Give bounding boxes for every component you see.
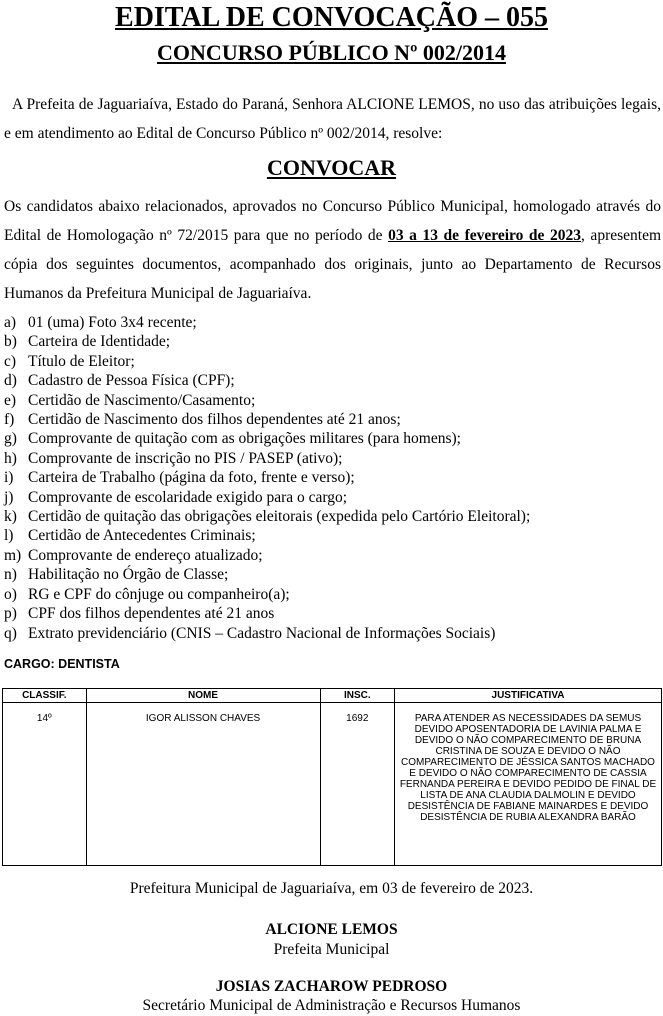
list-item-key: m)	[4, 546, 22, 564]
list-item-key: b)	[4, 333, 17, 351]
list-item	[4, 585, 661, 604]
list-item	[4, 410, 661, 429]
cell-justificativa	[395, 703, 662, 866]
list-item-text: Comprovante de quitação com as obrigações militares (para homens);	[28, 430, 461, 448]
list-item	[4, 604, 661, 623]
list-item-key: k)	[4, 508, 17, 526]
list-item-text: Título de Eleitor;	[28, 352, 135, 370]
list-item	[4, 488, 661, 507]
list-item-key: i)	[4, 469, 14, 487]
list-item-text: Comprovante de inscrição no PIS / PASEP (ativo);	[28, 449, 343, 467]
list-item-key: f)	[4, 411, 15, 429]
list-item	[4, 391, 661, 410]
list-item-text: Comprovante de endereço atualizado;	[28, 546, 263, 564]
header-justificativa: JUSTIFICATIVA	[395, 689, 662, 703]
cell-classif: 14º	[3, 703, 87, 866]
list-item-text: Carteira de Trabalho (página da foto, frente e verso);	[28, 469, 355, 487]
signature-name-mayor: ALCIONE LEMOS	[265, 921, 398, 938]
signature-role-mayor: Prefeita Municipal	[273, 941, 390, 958]
list-item-text: Certidão de Antecedentes Criminais;	[28, 527, 256, 545]
list-item	[4, 352, 661, 371]
candidates-table	[2, 688, 662, 866]
place-date: Prefeitura Municipal de Jaguariaíva, em 03 de fevereiro de 2023.	[129, 880, 534, 897]
list-item	[4, 526, 661, 545]
list-item-key: h)	[4, 449, 17, 467]
list-item-key: d)	[4, 372, 17, 390]
list-item-text: CPF dos filhos dependentes até 21 anos	[28, 605, 275, 623]
list-item-text: Certidão de Nascimento dos filhos dependentes até 21 anos;	[28, 411, 401, 429]
documents-list	[4, 313, 661, 643]
list-item-key: n)	[4, 566, 17, 584]
list-item-key: p)	[4, 605, 17, 623]
list-item-key: o)	[4, 585, 17, 603]
list-item-text: Cadastro de Pessoa Física (CPF);	[28, 372, 235, 390]
list-item-text: Comprovante de escolaridade exigido para o cargo;	[28, 488, 348, 506]
cargo-label: CARGO: DENTISTA	[4, 657, 120, 671]
table-row	[3, 703, 662, 866]
list-item-key: q)	[4, 624, 17, 642]
document-title: EDITAL DE CONVOCAÇÃO – 055	[115, 2, 548, 33]
list-item	[4, 449, 661, 468]
list-item-key: a)	[4, 314, 17, 331]
body-paragraph	[4, 192, 661, 308]
list-item-key: g)	[4, 430, 17, 448]
list-item	[4, 468, 661, 487]
intro-paragraph: A Prefeita de Jaguariaíva, Estado do Paraná, Senhora ALCIONE LEMOS, no uso das atribuições legais, e em atendimento ao Edital de Concurso Público nº 002/2014, resolve:	[4, 96, 661, 142]
cell-nome: IGOR ALISSON CHAVES	[86, 703, 320, 866]
list-item-text: Certidão de quitação das obrigações eleitorais (expedida pelo Cartório Eleitoral);	[28, 508, 531, 526]
header-classif: CLASSIF.	[3, 689, 87, 703]
list-item-key: e)	[4, 391, 17, 409]
action-heading: CONVOCAR	[266, 155, 397, 180]
list-item	[4, 332, 661, 351]
justificativa-text: PARA ATENDER AS NECESSIDADES DA SEMUS DEVIDO APOSENTADORIA DE LAVINIA PALMA E DEVIDO O NÃO COMPARECIMENTO DE BRUNA CRISTINA DE SOUZA E DEVIDO O NÃO COMPARECIMENTO DE JÉSSICA SANTOS MACHADO E DEVIDO O NÃO COMPARECIMENTO DE CASSIA FERNANDA PEREIRA E DEVIDO PEDIDO DE FINAL DE LISTA DE ANA CLAUDIA DALMOLIN E DEVIDO DESISTÊNCIA DE FABIANE MAINARDES E DEVIDO DESISTÊNCIA DE RUBIA ALEXANDRA BARÃO	[399, 713, 657, 823]
signature-role-secretary: Secretário Municipal de Administração e Recursos Humanos	[142, 997, 521, 1014]
list-item	[4, 624, 661, 643]
period-highlight: 03 a 13 de fevereiro de 2023	[388, 227, 581, 244]
list-item	[4, 565, 661, 584]
list-item-text: Extrato previdenciário (CNIS – Cadastro Nacional de Informações Sociais)	[28, 624, 496, 642]
document-subtitle: CONCURSO PÚBLICO Nº 002/2014	[157, 40, 506, 65]
table-header-row	[3, 689, 662, 703]
list-item-key: l)	[4, 527, 14, 545]
body-text-before: Os candidatos abaixo relacionados, aprovados no Concurso Público Municipal, homologado através do Edital de Homologação nº 72/2015 para que no período de	[4, 198, 661, 244]
cell-insc: 1692	[320, 703, 394, 866]
list-item	[4, 507, 661, 526]
list-item	[4, 429, 661, 448]
body-text-after: , apresentem cópia dos seguintes documentos, acompanhado dos originais, junto ao Departamento de Recursos Humanos da Prefeitura Municipal de Jaguariaíva.	[4, 227, 662, 302]
list-item-text: Habilitação no Órgão de Classe;	[28, 566, 229, 584]
header-insc: INSC.	[320, 689, 394, 703]
list-item-text: Certidão de Nascimento/Casamento;	[28, 391, 256, 409]
list-item	[4, 546, 661, 565]
header-nome: NOME	[86, 689, 320, 703]
list-item	[4, 371, 661, 390]
list-item-text: Carteira de Identidade;	[28, 333, 171, 351]
signature-name-secretary: JOSIAS ZACHAROW PEDROSO	[215, 978, 448, 995]
list-item-key: j)	[4, 488, 14, 506]
list-item-key: c)	[4, 352, 17, 370]
list-item	[4, 313, 661, 332]
list-item-text: 01 (uma) Foto 3x4 recente;	[28, 314, 197, 331]
list-item-text: RG e CPF do cônjuge ou companheiro(a);	[28, 585, 290, 603]
